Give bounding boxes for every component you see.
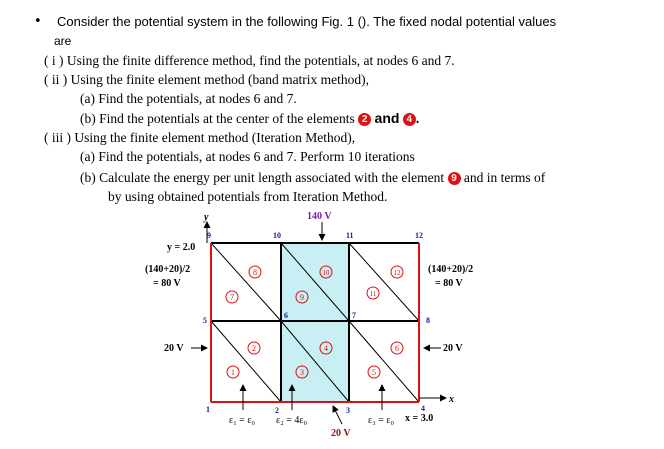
svg-text:9: 9 (300, 293, 304, 302)
left-top-expr: (140+20)/2 (145, 264, 191, 275)
element-2-marker: 2 (358, 113, 371, 126)
bottom-voltage-arrow (333, 406, 342, 424)
node-5: 5 (203, 316, 207, 325)
part-iii-b-tail: and in terms of (463, 170, 546, 185)
node-12: 12 (415, 231, 423, 240)
svg-text:10: 10 (322, 269, 330, 277)
part-ii-a: (a) Find the potentials, at nodes 6 and 7. (80, 91, 297, 106)
x-axis-label: x (449, 394, 454, 405)
svg-text:6: 6 (395, 344, 399, 353)
node-10: 10 (273, 231, 281, 240)
svg-text:7: 7 (230, 293, 234, 302)
svg-text:4: 4 (324, 344, 328, 353)
element-6 (391, 342, 403, 354)
node-9: 9 (207, 231, 211, 240)
part-ii-b-text: (b) Find the potentials at the center of the elements (80, 111, 355, 126)
element-9-marker: 9 (448, 172, 461, 185)
element-1 (227, 366, 239, 378)
element-11 (367, 287, 379, 299)
eps2-label: ε₂ = 4ε₀ (276, 415, 308, 426)
y-axis-label: y (204, 212, 209, 223)
node-8: 8 (426, 316, 430, 325)
part-ii-b-period: . (415, 111, 420, 126)
node-2: 2 (275, 406, 279, 415)
part-iii-b-text: (b) Calculate the energy per unit length associated with the element (80, 170, 445, 185)
svg-text:8: 8 (253, 268, 257, 277)
svg-text:5: 5 (372, 368, 376, 377)
element-12 (391, 266, 403, 278)
node-3: 3 (346, 406, 350, 415)
left-top-value: = 80 V (153, 278, 181, 289)
part-iii-b-line2: by using obtained potentials from Iteration Method. (108, 189, 388, 204)
svg-text:3: 3 (300, 368, 304, 377)
element-2 (248, 342, 260, 354)
top-voltage-label: 140 V (307, 211, 332, 222)
node-6: 6 (284, 311, 288, 320)
part-ii-b-and: and (374, 110, 400, 126)
bottom-voltage-label: 20 V (331, 428, 351, 439)
node-7: 7 (352, 311, 356, 320)
intro-line-1: Consider the potential system in the following Fig. 1 (). The fixed nodal potential values (57, 14, 557, 29)
intro-line-2: are (54, 34, 72, 48)
part-ii: ( ii ) Using the finite element method (band matrix method), (44, 72, 370, 87)
part-iii-a: (a) Find the potentials, at nodes 6 and 7. Perform 10 iterations (80, 149, 415, 164)
svg-text:2: 2 (252, 344, 256, 353)
node-11: 11 (346, 231, 354, 240)
part-i: ( i ) Using the finite difference method, find the potentials, at nodes 6 and 7. (44, 53, 455, 68)
eps3-label: ε₃ = ε₀ (368, 415, 395, 426)
right-top-expr: (140+20)/2 (428, 264, 474, 275)
y-value-label: y = 2.0 (167, 242, 196, 253)
x-value-label: x = 3.0 (405, 413, 434, 424)
element-8 (249, 266, 261, 278)
node-4: 4 (421, 404, 425, 413)
right-top-value: = 80 V (435, 278, 463, 289)
svg-text:11: 11 (369, 290, 377, 298)
eps1-label: ε₁ = ε₀ (229, 415, 256, 426)
part-iii: ( iii ) Using the finite element method (Iteration Method), (44, 130, 356, 145)
bullet: • (34, 14, 42, 29)
svg-text:12: 12 (393, 269, 401, 277)
element-5 (368, 366, 380, 378)
shaded-region (281, 243, 349, 402)
node-1: 1 (206, 405, 210, 414)
element-7 (226, 291, 238, 303)
left-voltage-label: 20 V (164, 343, 184, 354)
right-voltage-label: 20 V (443, 343, 463, 354)
svg-text:1: 1 (231, 368, 235, 377)
element-4-marker: 4 (403, 113, 416, 126)
